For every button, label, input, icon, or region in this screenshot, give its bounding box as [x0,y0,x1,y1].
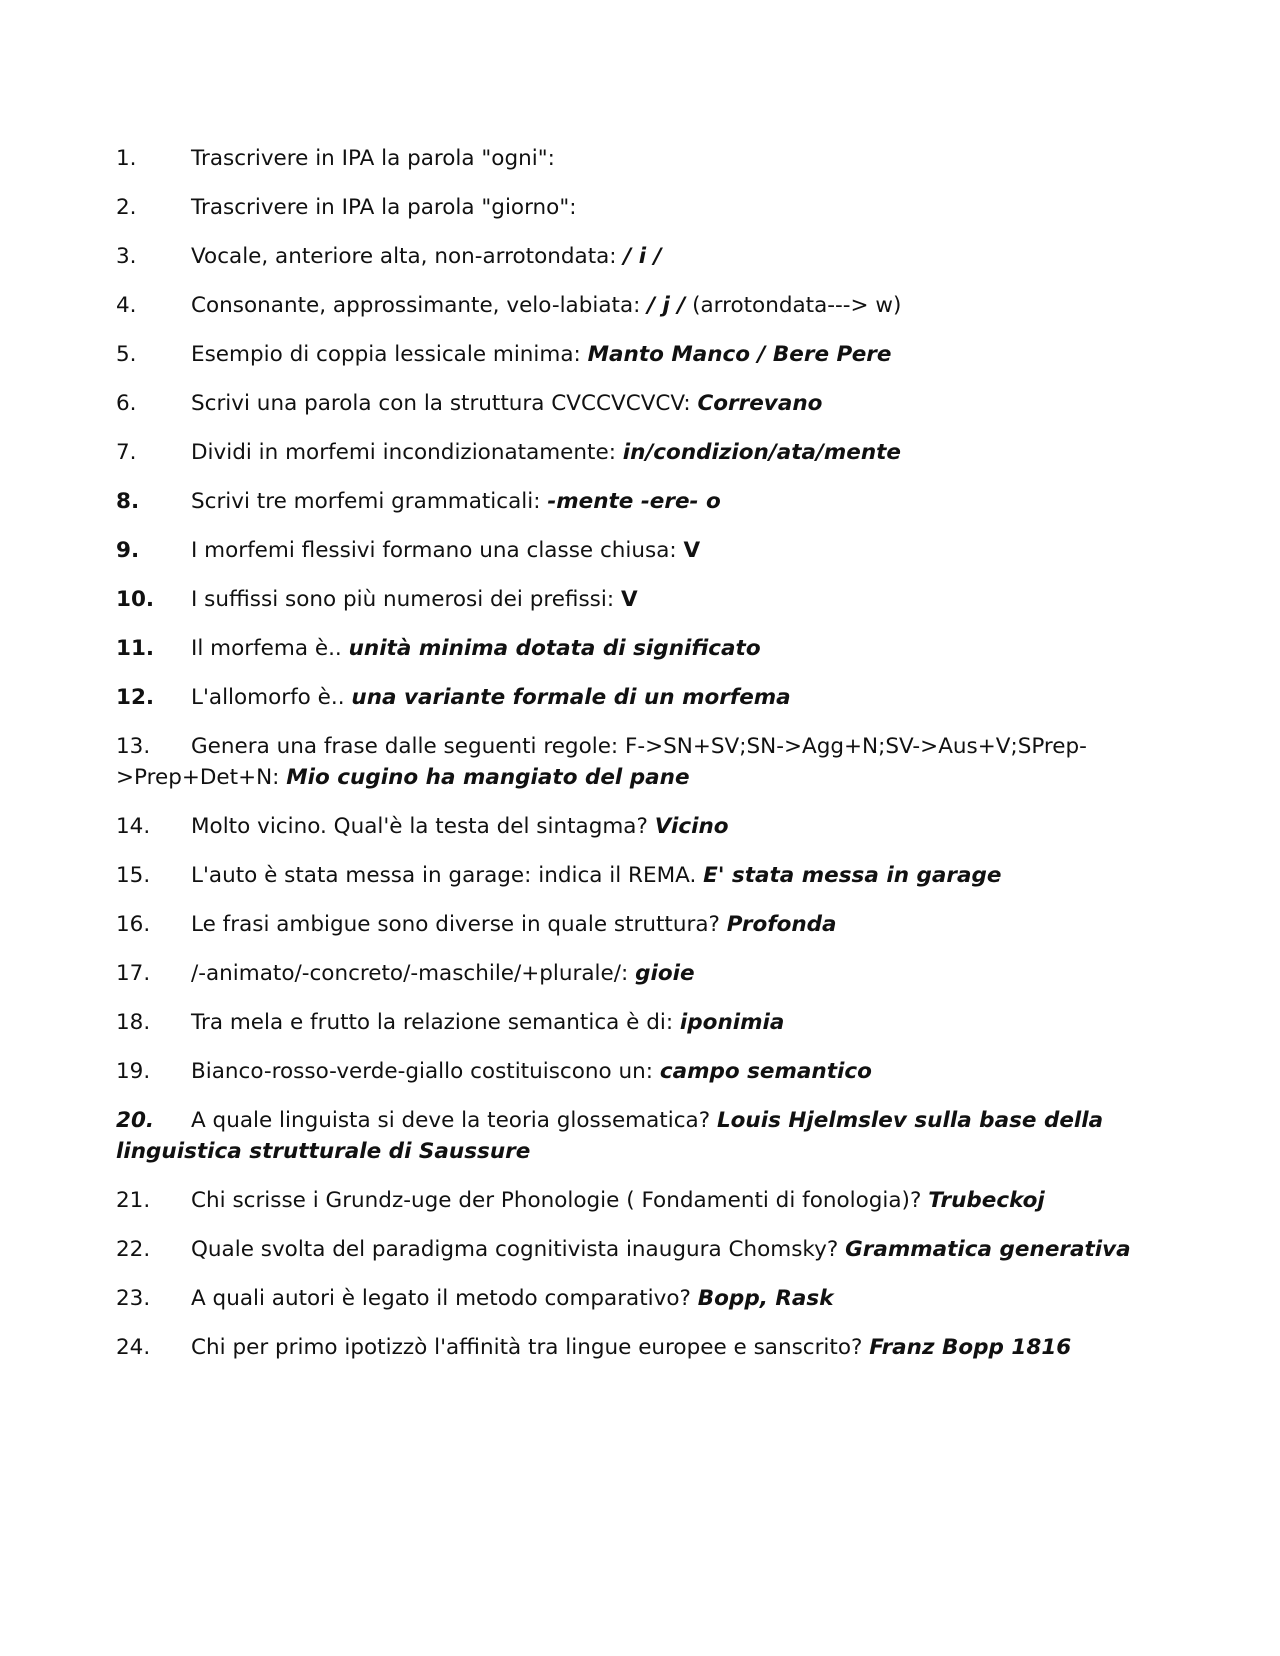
list-item [116,909,1196,940]
item-number: 24. [116,1335,151,1360]
item-number: 1. [116,146,137,171]
item-number: 15. [116,863,151,888]
item-question: Esempio di coppia lessicale minima: [191,342,588,367]
item-question: Dividi in morfemi incondizionatamente: [191,440,623,465]
item-number: 18. [116,1010,151,1035]
list-item [116,584,1196,615]
list-item [116,731,1196,793]
list-item [116,1234,1196,1265]
item-number: 14. [116,814,151,839]
list-item [116,290,1196,321]
item-answer: Trubeckoj [928,1188,1045,1213]
list-item [116,535,1196,566]
item-answer: unità minima dotata di significato [348,636,761,661]
item-question: L'auto è stata messa in garage: indica il REMA. [191,863,704,888]
list-item [116,339,1196,370]
item-answer: E' stata messa in garage [703,863,1002,888]
list-item [116,811,1196,842]
list-item [116,1185,1196,1216]
list-item [116,682,1196,713]
item-number: 12. [116,685,155,710]
item-number: 22. [116,1237,151,1262]
item-question: A quale linguista si deve la teoria glossematica? [191,1108,717,1133]
item-question: Consonante, approssimante, velo-labiata: [191,293,648,318]
item-answer: / j / [647,293,686,318]
item-question: Le frasi ambigue sono diverse in quale struttura? [191,912,727,937]
item-answer: / i / [623,244,662,269]
item-answer: iponimia [679,1010,785,1035]
item-question: /-animato/-concreto/-maschile/+plurale/: [191,961,636,986]
item-question: Chi per primo ipotizzò l'affinità tra lingue europee e sanscrito? [191,1335,870,1360]
item-number: 9. [116,538,140,563]
item-answer: Vicino [654,814,729,839]
item-answer: Manto Manco / Bere Pere [587,342,892,367]
item-question: L'allomorfo è.. [191,685,352,710]
item-answer: -mente -ere- o [547,489,721,514]
item-number: 2. [116,195,137,220]
item-answer: una variante formale di un morfema [351,685,791,710]
item-question: Scrivi una parola con la struttura CVCCVCVCV: [191,391,698,416]
item-number: 7. [116,440,137,465]
list-item [116,958,1196,989]
item-question: Quale svolta del paradigma cognitivista inaugura Chomsky? [191,1237,846,1262]
item-question: A quali autori è legato il metodo comparativo? [191,1286,698,1311]
item-number: 20. [116,1108,155,1133]
item-number: 13. [116,734,151,759]
item-question: Bianco-rosso-verde-giallo costituiscono un: [191,1059,660,1084]
item-question: I morfemi flessivi formano una classe chiusa: [191,538,684,563]
item-number: 23. [116,1286,151,1311]
list-item [116,1007,1196,1038]
item-answer: Profonda [726,912,837,937]
item-number: 11. [116,636,155,661]
list-item [116,1056,1196,1087]
list-item [116,1332,1196,1363]
list-item [116,1283,1196,1314]
item-number: 17. [116,961,151,986]
list-item [116,192,1196,223]
item-answer: Louis Hjelmslev sulla base della linguistica strutturale di Saussure [116,1108,1104,1164]
item-number: 19. [116,1059,151,1084]
item-question: Trascrivere in IPA la parola "giorno": [191,195,577,220]
item-answer: campo semantico [659,1059,872,1084]
list-item [116,388,1196,419]
item-answer: Franz Bopp 1816 [869,1335,1072,1360]
item-number: 5. [116,342,137,367]
list-item [116,860,1196,891]
list-item [116,437,1196,468]
item-answer: Bopp, Rask [697,1286,834,1311]
item-number: 10. [116,587,155,612]
item-answer: Mio cugino ha mangiato del pane [286,765,690,790]
list-item [116,633,1196,664]
item-answer: Grammatica generativa [845,1237,1131,1262]
item-number: 6. [116,391,137,416]
item-answer: in/condizion/ata/mente [622,440,902,465]
item-question: Chi scrisse i Grundz-uge der Phonologie ( Fondamenti di fonologia)? [191,1188,929,1213]
item-question: Scrivi tre morfemi grammaticali: [191,489,548,514]
item-number: 16. [116,912,151,937]
list-item [116,486,1196,517]
list-item [116,1105,1196,1167]
item-question: Tra mela e frutto la relazione semantica è di: [191,1010,680,1035]
item-question: Genera una frase dalle seguenti regole: F->SN+SV;SN->Agg+N;SV->Aus+V;SPrep->Prep+Det+N: [116,734,1087,790]
item-question: Molto vicino. Qual'è la testa del sintagma? [191,814,655,839]
item-number: 3. [116,244,137,269]
item-answer: Correvano [697,391,823,416]
item-answer: V [620,587,638,612]
item-number: 21. [116,1188,151,1213]
item-question: I suffissi sono più numerosi dei prefissi: [191,587,621,612]
item-answer: gioie [635,961,695,986]
item-answer: V [683,538,701,563]
item-number: 8. [116,489,140,514]
question-list [116,143,1196,1381]
item-note: (arrotondata---> w) [685,293,902,318]
list-item [116,143,1196,174]
item-number: 4. [116,293,137,318]
item-question: Vocale, anteriore alta, non-arrotondata: [191,244,624,269]
item-question: Il morfema è.. [191,636,349,661]
list-item [116,241,1196,272]
item-question: Trascrivere in IPA la parola "ogni": [191,146,555,171]
